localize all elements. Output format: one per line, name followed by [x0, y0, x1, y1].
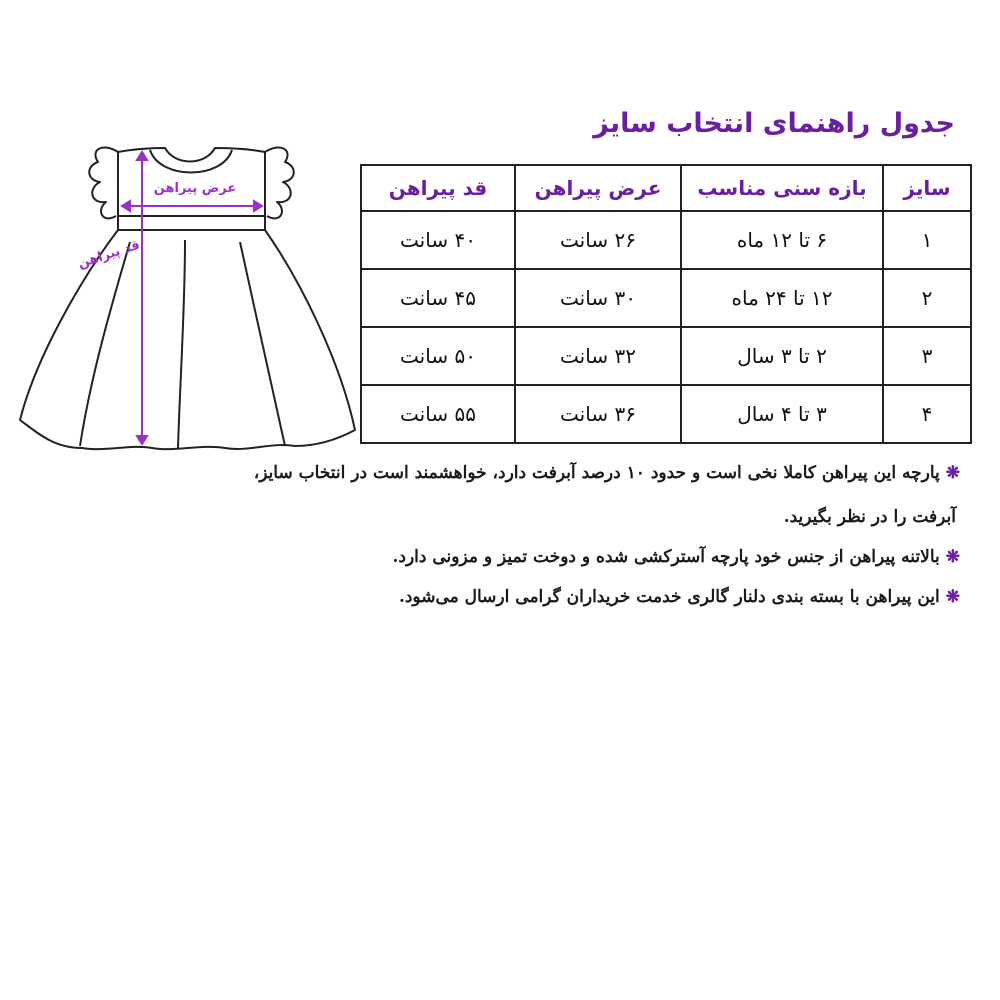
cell-size: ۲ [883, 269, 971, 327]
note-fabric-line2: آبرفت را در نظر بگیرید. [783, 507, 956, 527]
note-fabric [100, 458, 960, 532]
cell-age-range: ۳ تا ۴ سال [681, 385, 883, 443]
header-age-range: بازه سنی مناسب [681, 165, 883, 211]
cell-age-range: ۶ تا ۱۲ ماه [681, 211, 883, 269]
note-packaging [100, 582, 960, 612]
bullet-icon: ❋ [945, 587, 960, 607]
cell-width: ۲۶ سانت [515, 211, 681, 269]
header-length: قد پیراهن [361, 165, 515, 211]
dress-skirt [20, 230, 355, 449]
table-row [361, 385, 971, 443]
cell-size: ۳ [883, 327, 971, 385]
table-header-row [361, 165, 971, 211]
left-sleeve-ruffle [89, 147, 118, 218]
cell-length: ۵۵ سانت [361, 385, 515, 443]
note-bodice [100, 542, 960, 572]
cell-width: ۳۶ سانت [515, 385, 681, 443]
cell-length: ۴۵ سانت [361, 269, 515, 327]
note-fabric-line1: پارچه این پیراهن کاملا نخی است و حدود ۱۰ درصد آبرفت دارد، خواهشمند است در انتخاب سایز، [253, 463, 940, 483]
cell-length: ۵۰ سانت [361, 327, 515, 385]
skirt-pleat [240, 242, 285, 446]
width-label: عرض پیراهن [153, 181, 237, 196]
cell-width: ۳۲ سانت [515, 327, 681, 385]
cell-size: ۱ [883, 211, 971, 269]
notes-section [100, 458, 960, 612]
cell-length: ۴۰ سانت [361, 211, 515, 269]
note-bodice-text: بالاتنه پیراهن از جنس خود پارچه آسترکشی شده و دوخت تمیز و مزونی دارد. [392, 547, 940, 567]
dress-diagram [10, 130, 360, 460]
cell-size: ۴ [883, 385, 971, 443]
right-sleeve-ruffle [265, 147, 294, 218]
skirt-pleat [178, 240, 185, 448]
table-row [361, 211, 971, 269]
table-row [361, 269, 971, 327]
note-packaging-text: این پیراهن با بسته بندی دلنار گالری خدمت خریداران گرامی ارسال می‌شود. [398, 587, 940, 607]
cell-age-range: ۲ تا ۳ سال [681, 327, 883, 385]
length-label: قد پیراهن [76, 237, 142, 272]
bullet-icon: ❋ [945, 463, 960, 483]
bullet-icon: ❋ [945, 547, 960, 567]
cell-width: ۳۰ سانت [515, 269, 681, 327]
size-table [360, 164, 972, 444]
cell-age-range: ۱۲ تا ۲۴ ماه [681, 269, 883, 327]
table-row [361, 327, 971, 385]
header-size: سایز [883, 165, 971, 211]
dress-waistband [118, 216, 265, 230]
header-width: عرض پیراهن [515, 165, 681, 211]
page-title: جدول راهنمای انتخاب سایز [593, 108, 955, 139]
